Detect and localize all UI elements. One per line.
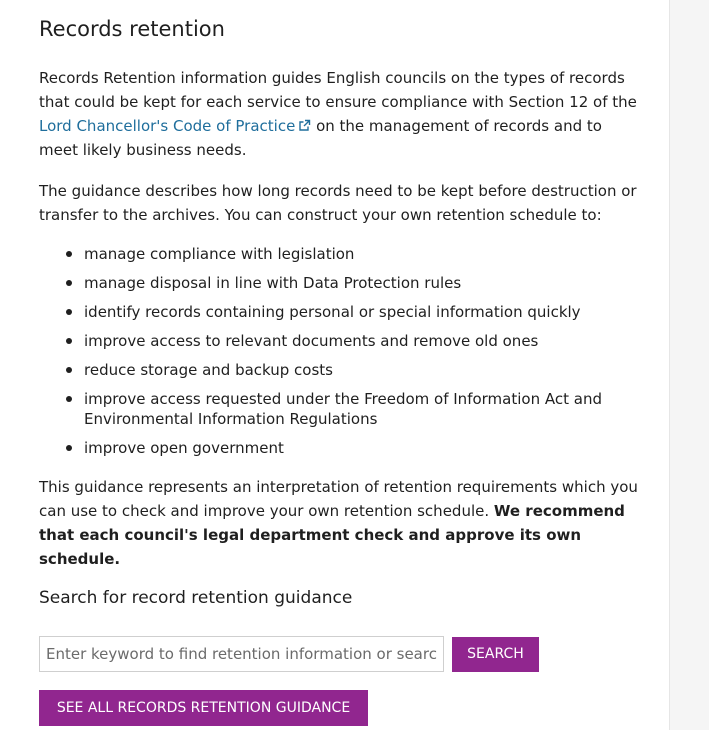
bullet-icon bbox=[66, 396, 72, 402]
lord-chancellors-code-link[interactable] bbox=[39, 117, 311, 135]
list-item: manage disposal in line with Data Protection rules bbox=[39, 273, 629, 293]
link-text: Lord Chancellor's Code of Practice bbox=[39, 117, 296, 135]
list-item: improve access requested under the Freedom of Information Act and Environmental Information Regulations bbox=[39, 389, 629, 429]
note-bold-text: We recommend that each council's legal department check and approve its own schedule. bbox=[39, 502, 625, 568]
list-item: reduce storage and backup costs bbox=[39, 360, 629, 380]
page-title: Records retention bbox=[39, 17, 225, 41]
bullet-icon bbox=[66, 338, 72, 344]
intro-text-before-link: Records Retention information guides English councils on the types of records that could be kept for each service to ensure compliance with Section 12 of the bbox=[39, 69, 637, 111]
search-heading: Search for record retention guidance bbox=[39, 588, 353, 608]
note-text: This guidance represents an interpretation of retention requirements which you can use to check and improve your own retention schedule. bbox=[39, 478, 638, 520]
intro-paragraph bbox=[39, 66, 639, 162]
list-item: improve access to relevant documents and remove old ones bbox=[39, 331, 629, 351]
see-all-guidance-button[interactable]: SEE ALL RECORDS RETENTION GUIDANCE bbox=[39, 690, 368, 726]
bullet-icon bbox=[66, 251, 72, 257]
intro-text-after-link: on the management of records and to meet likely business needs. bbox=[39, 117, 602, 159]
benefits-list bbox=[39, 244, 629, 458]
list-item: improve open government bbox=[39, 438, 629, 458]
bullet-icon bbox=[66, 367, 72, 373]
list-item: manage compliance with legislation bbox=[39, 244, 629, 264]
search-input[interactable] bbox=[39, 636, 444, 672]
search-bar bbox=[39, 636, 669, 672]
external-link-icon bbox=[298, 119, 311, 132]
recommendation-paragraph bbox=[39, 475, 639, 571]
bullet-icon bbox=[66, 445, 72, 451]
bullet-icon bbox=[66, 309, 72, 315]
bullet-icon bbox=[66, 280, 72, 286]
guidance-paragraph: The guidance describes how long records need to be kept before destruction or transfer to the archives. You can construct your own retention schedule to: bbox=[39, 182, 637, 224]
search-button[interactable]: SEARCH bbox=[452, 637, 539, 672]
list-item: identify records containing personal or special information quickly bbox=[39, 302, 629, 322]
